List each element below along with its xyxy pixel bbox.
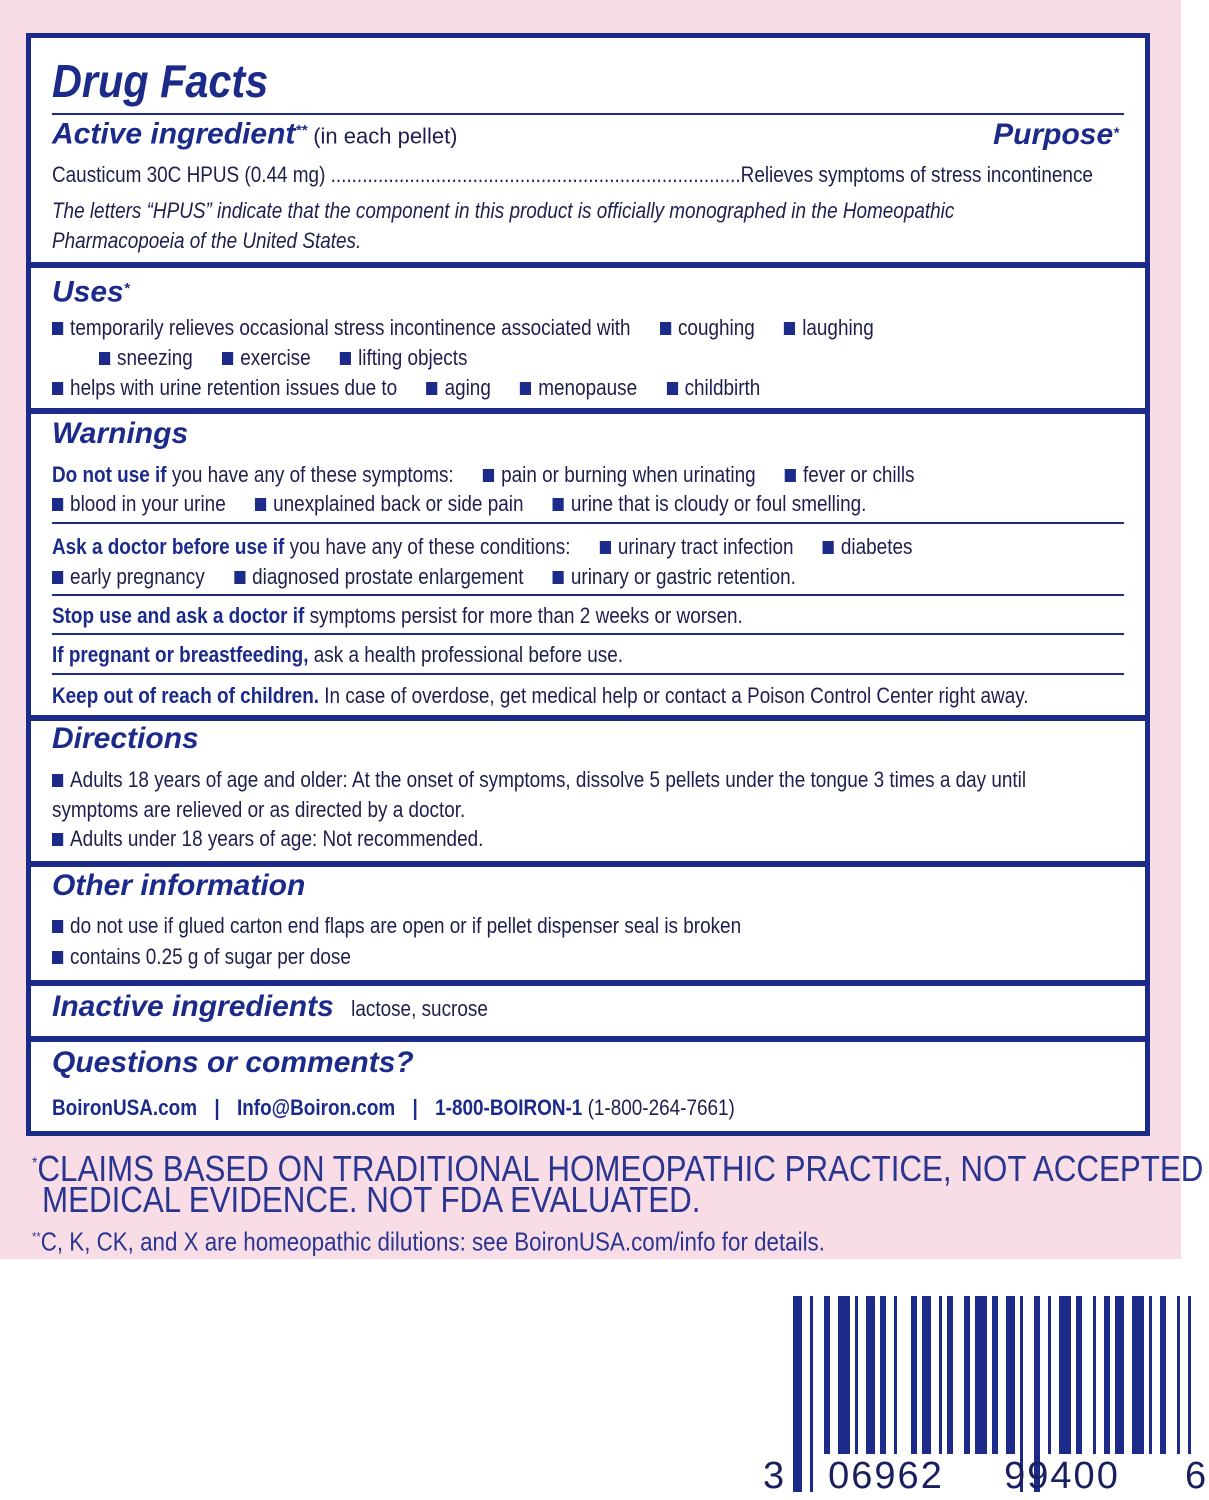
barcode-bar [1115, 1296, 1124, 1454]
bullet-square-icon [52, 498, 63, 511]
barcode-bar [1048, 1296, 1051, 1454]
barcode-bar [880, 1296, 886, 1454]
uses-heading: Uses [52, 275, 124, 309]
directions-item-1 [52, 767, 1027, 793]
ask-doctor-text: you have any of these conditions: [289, 534, 571, 559]
pregnant-label: If pregnant or breastfeeding, [52, 642, 309, 667]
use-sub-childbirth: childbirth [684, 375, 761, 400]
barcode-bar [911, 1296, 917, 1454]
barcode-bar [1177, 1296, 1180, 1454]
bullet-square-icon [660, 322, 671, 335]
other-heading-row [52, 869, 1124, 902]
symptom-item: urine that is cloudy or foul smelling. [570, 491, 867, 516]
barcode-bar [1076, 1296, 1082, 1454]
dilutions-text: C, K, CK, and X are homeopathic dilutions: see BoironUSA.com/info for details. [40, 1226, 825, 1257]
directions-heading-row [52, 722, 1124, 755]
bullet-square-icon [99, 352, 110, 365]
bullet-square-icon [520, 382, 531, 395]
bullet-square-icon [553, 571, 564, 584]
contact-row [52, 1095, 974, 1121]
barcode-bar [894, 1296, 897, 1454]
section-divider [31, 262, 1145, 268]
section-divider [31, 408, 1145, 414]
directions-item-1-line2: symptoms are relieved or as directed by a doctor. [52, 797, 466, 822]
barcode-bar [939, 1296, 942, 1454]
directions-item-2-text: Adults under 18 years of age: Not recommended. [70, 826, 484, 851]
website-link[interactable]: BoironUSA.com [52, 1095, 198, 1120]
dilutions-mark: ** [32, 1229, 41, 1244]
claims-disclaimer-line2: MEDICAL EVIDENCE. NOT FDA EVALUATED. [42, 1179, 701, 1220]
barcode-bar [1093, 1296, 1096, 1454]
bullet-square-icon [785, 469, 796, 482]
warnings-rule [52, 633, 1124, 635]
barcode-lead-digit: 3 [763, 1455, 785, 1497]
bullet-square-icon [340, 352, 351, 365]
barcode-bar [866, 1296, 875, 1454]
barcode-bar [1006, 1296, 1015, 1454]
bullet-square-icon [427, 382, 438, 395]
barcode-bar [1160, 1296, 1166, 1454]
condition-item: diagnosed prostate enlargement [252, 564, 524, 589]
drug-facts-panel [26, 33, 1150, 1136]
barcode-bar [855, 1296, 858, 1454]
other-item-1-text: do not use if glued carton end flaps are open or if pellet dispenser seal is broken [70, 913, 742, 938]
bullet-square-icon [255, 498, 266, 511]
claims-mark: * [32, 1155, 38, 1172]
barcode-bar [947, 1296, 953, 1454]
pregnant-row [52, 642, 974, 668]
other-item-2-text: contains 0.25 g of sugar per dose [70, 944, 351, 969]
barcode-check-digit: 6 [1185, 1455, 1207, 1497]
bullet-square-icon [553, 498, 564, 511]
warnings-rule [52, 522, 1124, 524]
use-sub-exercise: exercise [240, 345, 311, 370]
barcode-bar [1104, 1296, 1110, 1454]
directions-item-2 [52, 826, 974, 852]
page-title: Drug Facts [52, 55, 269, 107]
use-sub-coughing: coughing [677, 315, 755, 340]
do-not-use-label: Do not use if [52, 462, 167, 487]
section-divider [31, 715, 1145, 721]
symptom-item: fever or chills [803, 462, 915, 487]
purpose-heading: Purpose [993, 118, 1114, 151]
ask-doctor-row [52, 534, 974, 560]
condition-item: urinary or gastric retention. [570, 564, 796, 589]
bullet-square-icon [52, 382, 63, 395]
condition-item: urinary tract infection [617, 534, 794, 559]
email-link[interactable]: Info@Boiron.com [236, 1095, 396, 1120]
barcode-bar [1188, 1296, 1191, 1454]
keep-out-label: Keep out of reach of children. [52, 683, 320, 708]
stop-use-row [52, 603, 974, 629]
bullet-square-icon [483, 469, 494, 482]
warnings-rule [52, 594, 1124, 596]
uses-item-2 [52, 375, 974, 401]
warnings-heading-row [52, 417, 1124, 450]
keep-out-text: In case of overdose, get medical help or contact a Poison Control Center right away. [324, 683, 1029, 708]
barcode-group-2: 99400 [1004, 1455, 1120, 1497]
symptoms-row-2 [52, 491, 974, 517]
bullet-square-icon [222, 352, 233, 365]
inactive-text: lactose, sucrose [351, 996, 488, 1021]
condition-item: early pregnancy [70, 564, 205, 589]
condition-item: diabetes [840, 534, 913, 559]
barcode-bar [838, 1296, 850, 1454]
inactive-heading: Inactive ingredients [52, 990, 334, 1023]
dilutions-note [32, 1222, 825, 1257]
uses-heading-row [52, 276, 1124, 307]
title-rule [52, 113, 1124, 115]
bullet-square-icon [667, 382, 678, 395]
conditions-row-2 [52, 564, 974, 590]
barcode-bar [975, 1296, 987, 1454]
bullet-square-icon [52, 951, 63, 964]
ingredient-row [52, 162, 1093, 188]
warnings-rule [52, 673, 1124, 675]
barcode-bar [964, 1296, 970, 1454]
use-sub-laughing: laughing [802, 315, 874, 340]
other-item-2 [52, 944, 974, 970]
hpus-note-line2: Pharmacopoeia of the United States. [52, 228, 362, 253]
questions-heading-row [52, 1046, 1124, 1079]
stop-use-label: Stop use and ask a doctor if [52, 603, 305, 628]
purpose-heading-mark: * [1113, 124, 1119, 142]
bullet-square-icon [784, 322, 795, 335]
active-heading-note: (in each pellet) [313, 123, 458, 149]
active-ingredient-heading: Active ingredient [52, 117, 296, 151]
uses-item-1-continued [99, 345, 981, 371]
separator: | [214, 1095, 220, 1120]
questions-heading: Questions or comments? [52, 1046, 414, 1079]
use-sub-menopause: menopause [538, 375, 638, 400]
other-item-1 [52, 913, 974, 939]
barcode-bar [992, 1296, 998, 1454]
bullet-square-icon [52, 774, 63, 787]
inactive-row [52, 990, 1124, 1023]
uses-heading-mark: * [123, 280, 130, 297]
separator: | [412, 1095, 418, 1120]
barcode-bar [824, 1296, 830, 1454]
ingredient-name: Causticum 30C HPUS (0.44 mg) [52, 162, 326, 187]
bullet-square-icon [600, 541, 611, 554]
warnings-heading: Warnings [52, 417, 189, 450]
section-divider [31, 861, 1145, 867]
directions-heading: Directions [52, 722, 199, 755]
phone-numeric: (1-800-264-7661) [587, 1095, 735, 1120]
do-not-use-text: you have any of these symptoms: [171, 462, 454, 487]
leader-dots: .............................................................................. [330, 162, 741, 187]
claims-line1-text: CLAIMS BASED ON TRADITIONAL HOMEOPATHIC PRACTICE, NOT ACCEPTED [37, 1148, 1204, 1189]
purpose-heading-row [993, 118, 1119, 152]
other-information-heading: Other information [52, 869, 306, 902]
bullet-square-icon [52, 920, 63, 933]
directions-item-1-line1: Adults 18 years of age and older: At the onset of symptoms, dissolve 5 pellets under the tongue 3 times a day until [70, 767, 1027, 792]
keep-out-row [52, 683, 1029, 709]
section-divider [31, 1036, 1145, 1042]
uses-item-2-text: helps with urine retention issues due to [70, 375, 398, 400]
uses-item-1 [52, 315, 974, 341]
bullet-square-icon [234, 571, 245, 584]
pregnant-text: ask a health professional before use. [313, 642, 623, 667]
hpus-note-line1: The letters “HPUS” indicate that the component in this product is officially monographed in the Homeopathic [52, 198, 955, 223]
barcode-bar [1132, 1296, 1144, 1454]
bullet-square-icon [52, 833, 63, 846]
uses-item-1-text: temporarily relieves occasional stress incontinence associated with [70, 315, 631, 340]
do-not-use-row [52, 462, 974, 488]
barcode-bar [793, 1296, 802, 1492]
phone-link[interactable]: 1-800-BOIRON-1 [435, 1095, 583, 1120]
barcode [741, 1296, 1209, 1500]
use-sub-lifting-objects: lifting objects [358, 345, 468, 370]
ask-doctor-label: Ask a doctor before use if [52, 534, 285, 559]
barcode-bar [1059, 1296, 1071, 1454]
use-sub-sneezing: sneezing [117, 345, 193, 370]
use-sub-aging: aging [444, 375, 491, 400]
symptom-item: pain or burning when urinating [501, 462, 756, 487]
symptom-item: blood in your urine [70, 491, 226, 516]
bullet-square-icon [52, 571, 63, 584]
bullet-square-icon [52, 322, 63, 335]
purpose-text: Relieves symptoms of stress incontinence [740, 162, 1093, 187]
bullet-square-icon [823, 541, 834, 554]
active-heading-mark: ** [295, 122, 308, 139]
barcode-bar [922, 1296, 931, 1454]
barcode-group-1: 06962 [828, 1455, 944, 1497]
active-ingredient-header-row [52, 118, 1124, 149]
stop-use-text: symptoms persist for more than 2 weeks or worsen. [309, 603, 743, 628]
section-divider [31, 980, 1145, 986]
barcode-bar [1149, 1296, 1152, 1454]
symptom-item: unexplained back or side pain [273, 491, 524, 516]
